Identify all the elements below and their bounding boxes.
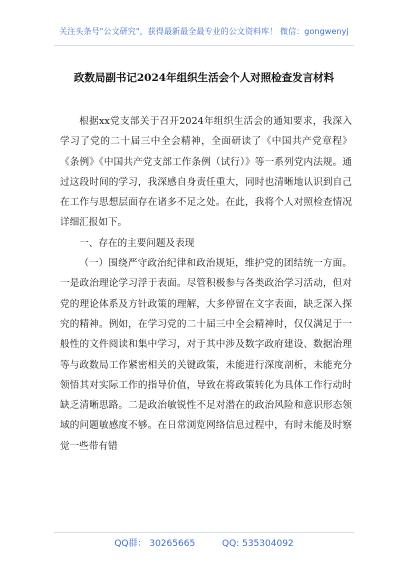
body-paragraph: （一）围绕严守政治纪律和政治规矩，维护党的团结统一方面。一是政治理论学习浮于表面。尽管积极参与各类政治学习活动，但对党的理论体系及方针政策的理解，大多停留在文字表面，缺乏深入探究的精神。例如，在学习党的二十届三中全会精神时，仅仅满足于一般性的文件阅读和集中学习，对于其中涉及数字政府建设、数据治理等与政数局工作紧密相关的关键政策，未能进行深度剖析，未能充分领悟其对实际工作的指导价值，导致在将政策转化为具体工作行动时缺乏清晰思路。二是政治敏锐性不足对潜在的政治风险和意识形态领域的问题敏感度不够。在日常浏览网络信息过程中，有时未能及时察觉一些带有错 (60, 258, 352, 452)
qq-number: QQ: 535304092 (222, 539, 294, 549)
footer-divider (54, 532, 354, 533)
section-heading: 一、存在的主要问题及表现 (79, 237, 195, 249)
document-body (60, 112, 352, 457)
qq-group-number: QQ群： 30265665 (114, 539, 196, 549)
intro-paragraph: 根据xx党支部关于召开2024年组织生活会的通知要求，我深入学习了党的二十届三中全会精神，全面研读了《中国共产党章程》《条例》《中国共产党支部工作条例（试行）》等一系列党内法规。通过这段时间的学习，我深感自身责任重大，同时也清晰地认识到自己在工作与思想层面存在诸多不足之处。在此，我将个人对照检查情况详细汇报如下。 (60, 116, 352, 229)
header-divider (54, 45, 354, 46)
contact-footer (0, 536, 408, 549)
promo-banner: 关注头条号"公文研究"，获得最新最全最专业的公文资料库！ 微信：gongwenyj (59, 27, 349, 36)
document-title: 政数局副书记2024年组织生活会个人对照检查发言材料 (73, 72, 335, 84)
